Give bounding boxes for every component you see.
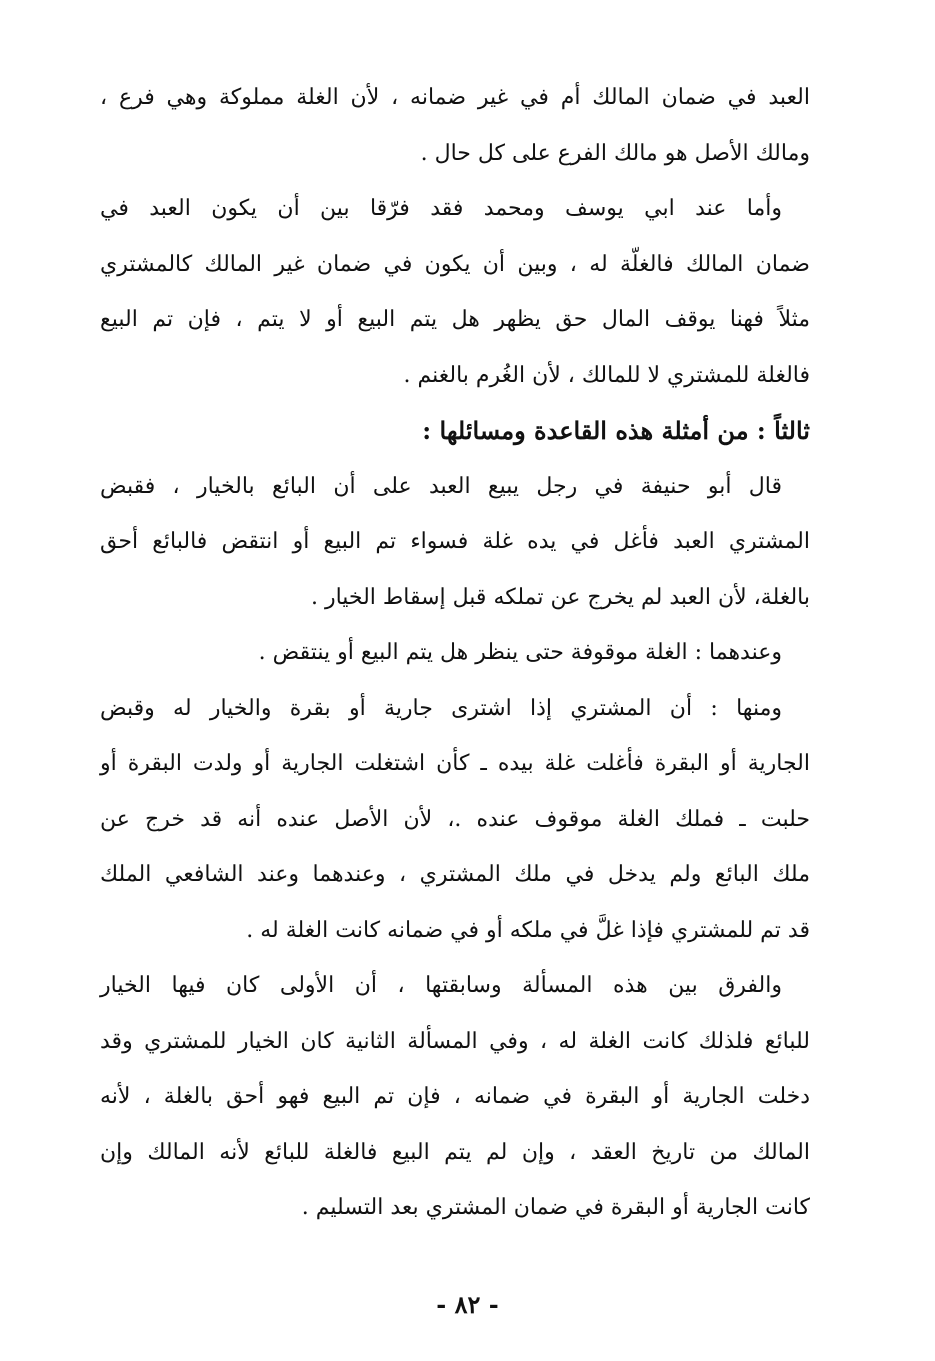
text-line: ملك البائع ولم يدخل في ملك المشتري ، وعندهما وعند الشافعي الملك: [100, 862, 810, 887]
text-line: فالغلة للمشتري لا للمالك ، لأن الغُرم بالغنم .: [403, 362, 810, 388]
page-body: [100, 70, 810, 1236]
text-line: كانت الجارية أو البقرة في ضمان المشتري بعد التسليم .: [301, 1195, 810, 1220]
text-line: قال أبو حنيفة في رجل يبيع العبد على أن البائع بالخيار ، فقبض: [100, 473, 782, 499]
text-line: مثلاً فهنا يوقف المال حق يظهر هل يتم البيع أو لا يتم ، فإن تم البيع: [100, 307, 810, 332]
text-line: المالك من تاريخ العقد ، وإن لم يتم البيع فالغلة للبائع لأنه المالك وإن: [100, 1139, 810, 1165]
text-line: وأما عند ابي يوسف ومحمد فقد فرّقا بين أن يكون العبد في: [100, 196, 782, 221]
page-number: - ٨٢ -: [436, 1290, 499, 1319]
text-line: ضمان المالك فالغلّة له ، وبين أن يكون في ضمان غير المالك كالمشتري: [100, 251, 810, 277]
text-line: ومنها : أن المشتري إذا اشترى جارية أو بقرة والخيار له وقبض: [100, 695, 782, 721]
section-heading: ثالثاً : من أمثلة هذه القاعدة ومسائلها :: [422, 416, 810, 445]
text-line: والفرق بين هذه المسألة وسابقتها ، أن الأولى كان فيها الخيار: [100, 973, 782, 998]
text-line: الجارية أو البقرة فأغلت غلة بيده ـ كأن اشتغلت الجارية أو ولدت البقرة أو: [100, 751, 810, 776]
text-line: بالغلة، لأن العبد لم يخرج عن تملكه قبل إسقاط الخيار .: [310, 584, 810, 610]
text-line: وعندهما : الغلة موقوفة حتى ينظر هل يتم البيع أو ينتقض .: [258, 640, 782, 665]
text-line: دخلت الجارية أو البقرة في ضمانه ، فإن تم البيع فهو أحق بالغلة ، لأنه: [100, 1084, 810, 1109]
text-line: قد تم للمشتري فإذا غلَّ في ملكه أو في ضمانه كانت الغلة له .: [246, 917, 810, 943]
text-line: حلبت ـ فملك الغلة موقوف عنده .، لأن الأصل عنده أنه قد خرج عن: [100, 806, 810, 832]
text-line: المشتري العبد فأغل في يده غلة فسواء تم البيع أو انتقض فالبائع أحق: [100, 529, 810, 554]
text-line: العبد في ضمان المالك أم في غير ضمانه ، لأن الغلة مملوكة وهي فرع ،: [100, 85, 810, 110]
text-line: ومالك الأصل هو مالك الفرع على كل حال .: [420, 140, 810, 166]
text-line: للبائع فلذلك كانت الغلة له ، وفي المسألة الثانية كان الخيار للمشتري وقد: [100, 1028, 810, 1054]
